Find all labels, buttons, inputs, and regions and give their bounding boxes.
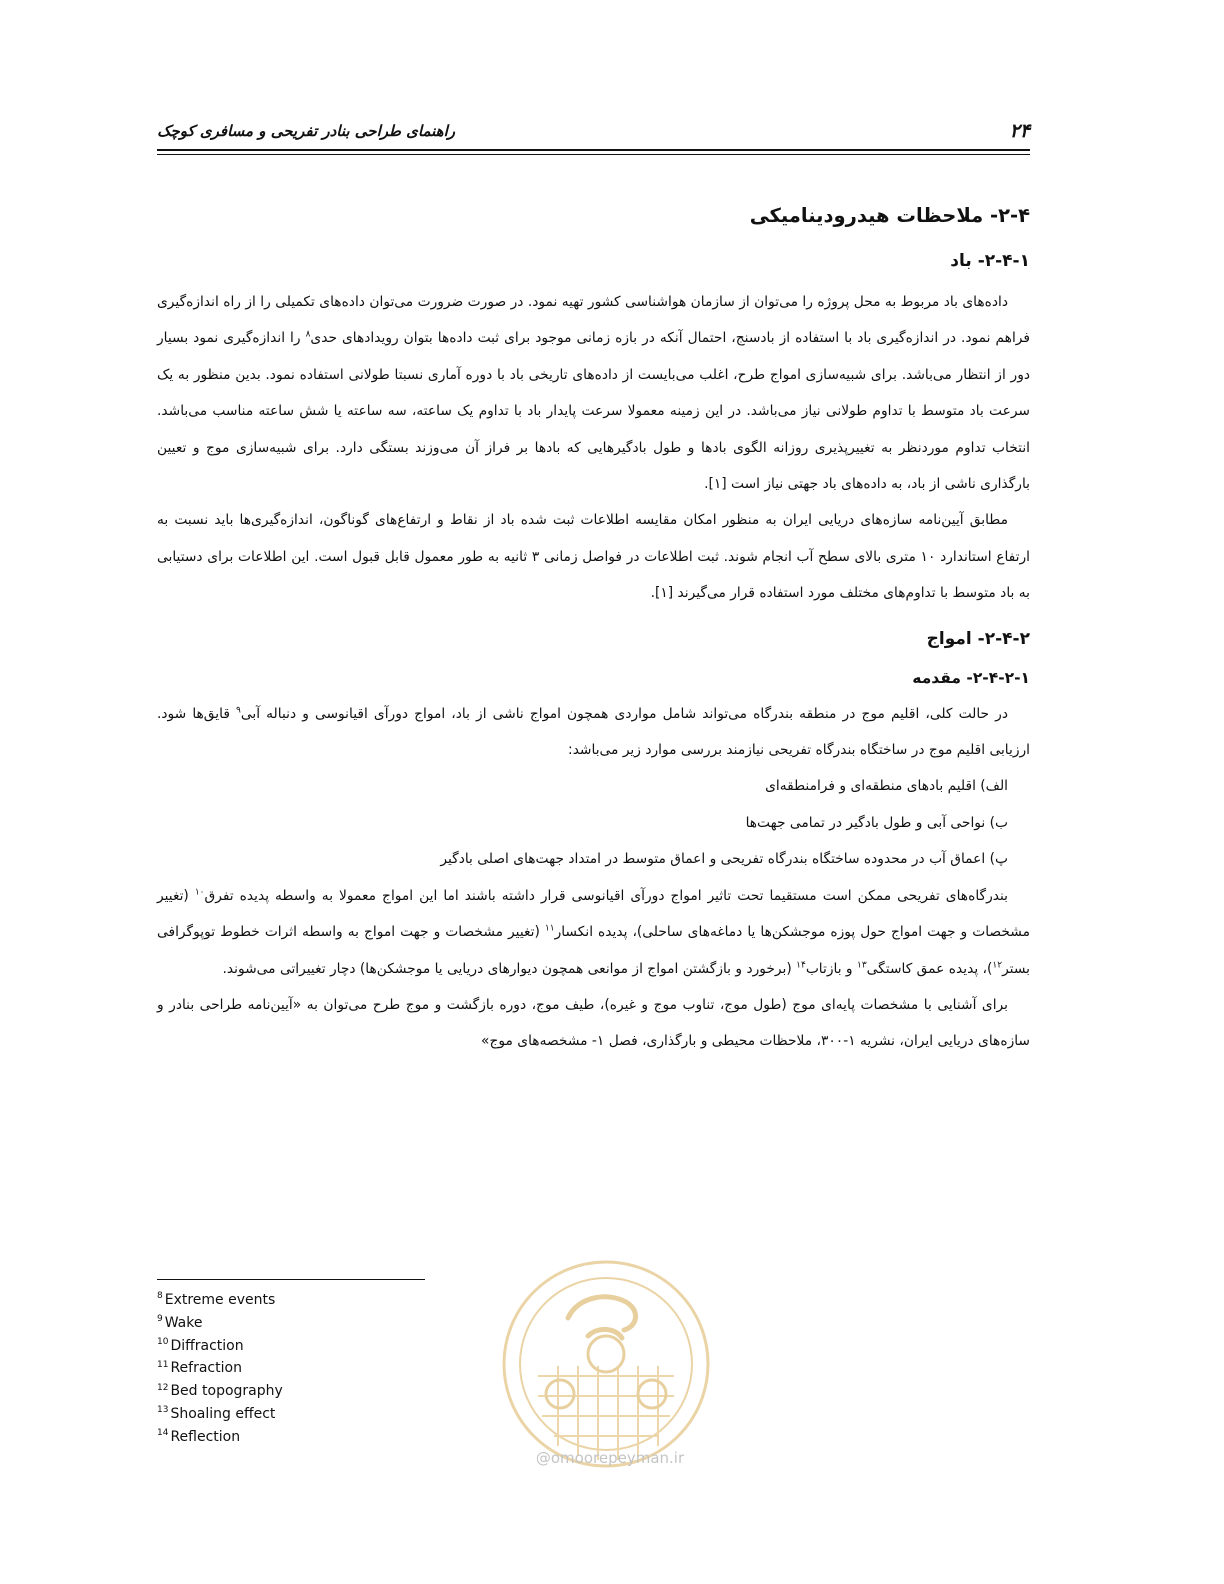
spacer [157,612,1030,622]
footnote-ref-9: ۹ [236,705,241,716]
section-heading-2-4-2: ۲-۴-۲- امواج [926,628,1030,649]
footnote-item [157,1312,283,1335]
omoorepeyman-logo-icon [498,1256,714,1472]
list-item: پ) اعماق آب در محدوده ساختگاه بندرگاه تفریحی و اعماق متوسط در امتداد جهت‌های اصلی بادگیر [440,851,1008,868]
footnote-text: Reflection [170,1428,241,1445]
footnote-number: 12 [157,1382,169,1393]
text-run: در حالت کلی، اقلیم موج در منطقه بندرگاه می‌تواند شامل مواردی همچون امواج ناشی از باد، امواج دورآی اقیانوسی و دنباله آبی [240,705,1008,722]
intro-paragraph-1 [157,696,1030,769]
text-run: (تغییر مشخصات و جهت امواج حول پوزه موجشکن‌ها یا دماغه‌های ساحلی)، پدیده انکسار [157,887,1030,941]
footnote-number: 14 [157,1428,169,1439]
footnote-item [157,1403,283,1426]
section-heading-2-4-1: ۲-۴-۱- باد [950,251,1030,271]
footnote-ref-14: ۱۴ [796,959,806,970]
page-number: ۲۴ [1009,120,1030,142]
intro-paragraph-3: برای آشنایی با مشخصات پایه‌ای موج (طول موج، تناوب موج و غیره)، طیف موج، دوره بازگشت و موج طرح می‌توان به «آیین‌نامه طراحی بنادر و سازه‌های دریایی ایران، نشریه ۱-۳۰۰، ملاحظات محیطی و بارگذاری، فصل ۱- مشخصه‌های موج» [157,996,1030,1050]
footnote-text: Refraction [170,1360,242,1377]
body-content [157,196,1030,1060]
footnote-ref-13: ۱۳ [857,959,867,970]
footnote-number: 13 [157,1405,169,1416]
list-item: ب) نواحی آبی و طول بادگیر در تمامی جهت‌ها [745,814,1008,831]
intro-paragraph-2 [157,878,1030,987]
header-rule-thick [157,149,1030,151]
text-run: (تغییر مشخصات و جهت امواج به واسطه اثرات خطوط توپوگرافی بستر [157,924,1030,977]
footnotes [157,1289,283,1449]
wind-paragraph-2: مطابق آیین‌نامه سازه‌های دریایی ایران به منظور امکان مقایسه اطلاعات ثبت شده باد از نقاط و ارتفاع‌های گوناگون، اندازه‌گیری‌ها باید نسبت به ارتفاع استاندارد ۱۰ متری بالای سطح آب انجام شوند. ثبت اطلاعات در فواصل زمانی ۳ ثانیه به طور معمول قابل قبول است. این اطلاعات برای دستیابی به باد متوسط با تداوم‌های مختلف مورد استفاده قرار می‌گیرند [۱]. [157,512,1030,602]
list-item: الف) اقلیم بادهای منطقه‌ای و فرامنطقه‌ای [765,778,1008,795]
footnote-ref-10: ۱۰ [194,887,205,898]
footnote-text: Shoaling effect [170,1405,276,1422]
text-run: (برخورد و بازگشتن امواج از موانعی همچون دیوارهای دریایی یا موجشکن‌ها) دچار تغییراتی می‌شوند. [222,960,797,977]
text-run: را اندازه‌گیری نمود بسیار دور از انتظار می‌باشد. برای شبیه‌سازی امواج طرح، اغلب می‌بایست از داده‌های تاریخی باد با دوره آماری نسبتا طولانی استفاده نمود. بدین منظور به یک سرعت باد متوسط با تداوم طولانی نیاز می‌باشد. در این زمینه معمولا سرعت پایدار باد با تداوم یک ساعته، سه ساعته یا شش ساعته مناسب می‌باشد. انتخاب تداوم موردنظر به تغییرپذیری روزانه الگوی بادها و طول بادگیرهایی که بادها بر فراز آن می‌وزند بستگی دارد. برای شبیه‌سازی موج و تعیین بارگذاری ناشی از باد، به داده‌های باد جهتی نیاز است [۱]. [157,330,1030,493]
section-heading-2-4-2-1: ۲-۴-۲-۱- مقدمه [912,668,1030,687]
wind-paragraph-1 [157,284,1030,502]
footnote-item [157,1335,283,1358]
footnote-text: Wake [164,1314,203,1331]
text-run: بندرگاه‌های تفریحی ممکن است مستقیما تحت تاثیر امواج دورآی اقیانوسی قرار داشته باشند اما این امواج معمولا به واسطه پدیده تفرق [204,887,1008,904]
running-header [157,118,1030,158]
text-run: داده‌های باد مربوط به محل پروژه را می‌توان از سازمان هواشناسی کشور تهیه نمود. در صورت ضرورت می‌توان داده‌های تکمیلی را از راه اندازه‌گیری فراهم نمود. در اندازه‌گیری باد با استفاده از بادسنج، احتمال آنکه در بازه زمانی موجود برای ثبت داده‌ها بتوان رویدادهای حدی [157,294,1030,347]
footnote-number: 9 [157,1314,163,1325]
footnote-ref-8: ۸ [305,329,311,340]
footnote-item [157,1357,283,1380]
header-rule-thin [157,154,1030,155]
footnote-number: 10 [157,1336,169,1347]
section-heading-2-4: ۲-۴- ملاحظات هیدرودینامیکی [749,204,1030,227]
text-run: )، پدیده عمق کاستگی [866,960,993,977]
footnote-text: Bed topography [170,1383,283,1400]
text-run: قایق‌ها شود. ارزیابی اقلیم موج در ساختگاه بندرگاه تفریحی نیازمند بررسی موارد زیر می‌باشد: [157,705,1030,759]
footnote-item [157,1426,283,1449]
footnote-text: Diffraction [170,1337,244,1354]
running-header-title: راهنمای طراحی بنادر تفریحی و مسافری کوچک [157,122,455,140]
footnote-number: 11 [157,1359,169,1370]
footnote-number: 8 [157,1291,163,1302]
footnote-text: Extreme events [164,1292,276,1308]
watermark-url: @omoorepeyman.ir [535,1449,685,1467]
footnote-separator [157,1279,425,1280]
footnote-item [157,1289,283,1312]
text-run: و بازتاب [805,960,857,977]
footnote-ref-12: ۱۲ [992,959,1003,970]
footnote-ref-11: ۱۱ [544,923,555,934]
footnote-item [157,1380,283,1403]
